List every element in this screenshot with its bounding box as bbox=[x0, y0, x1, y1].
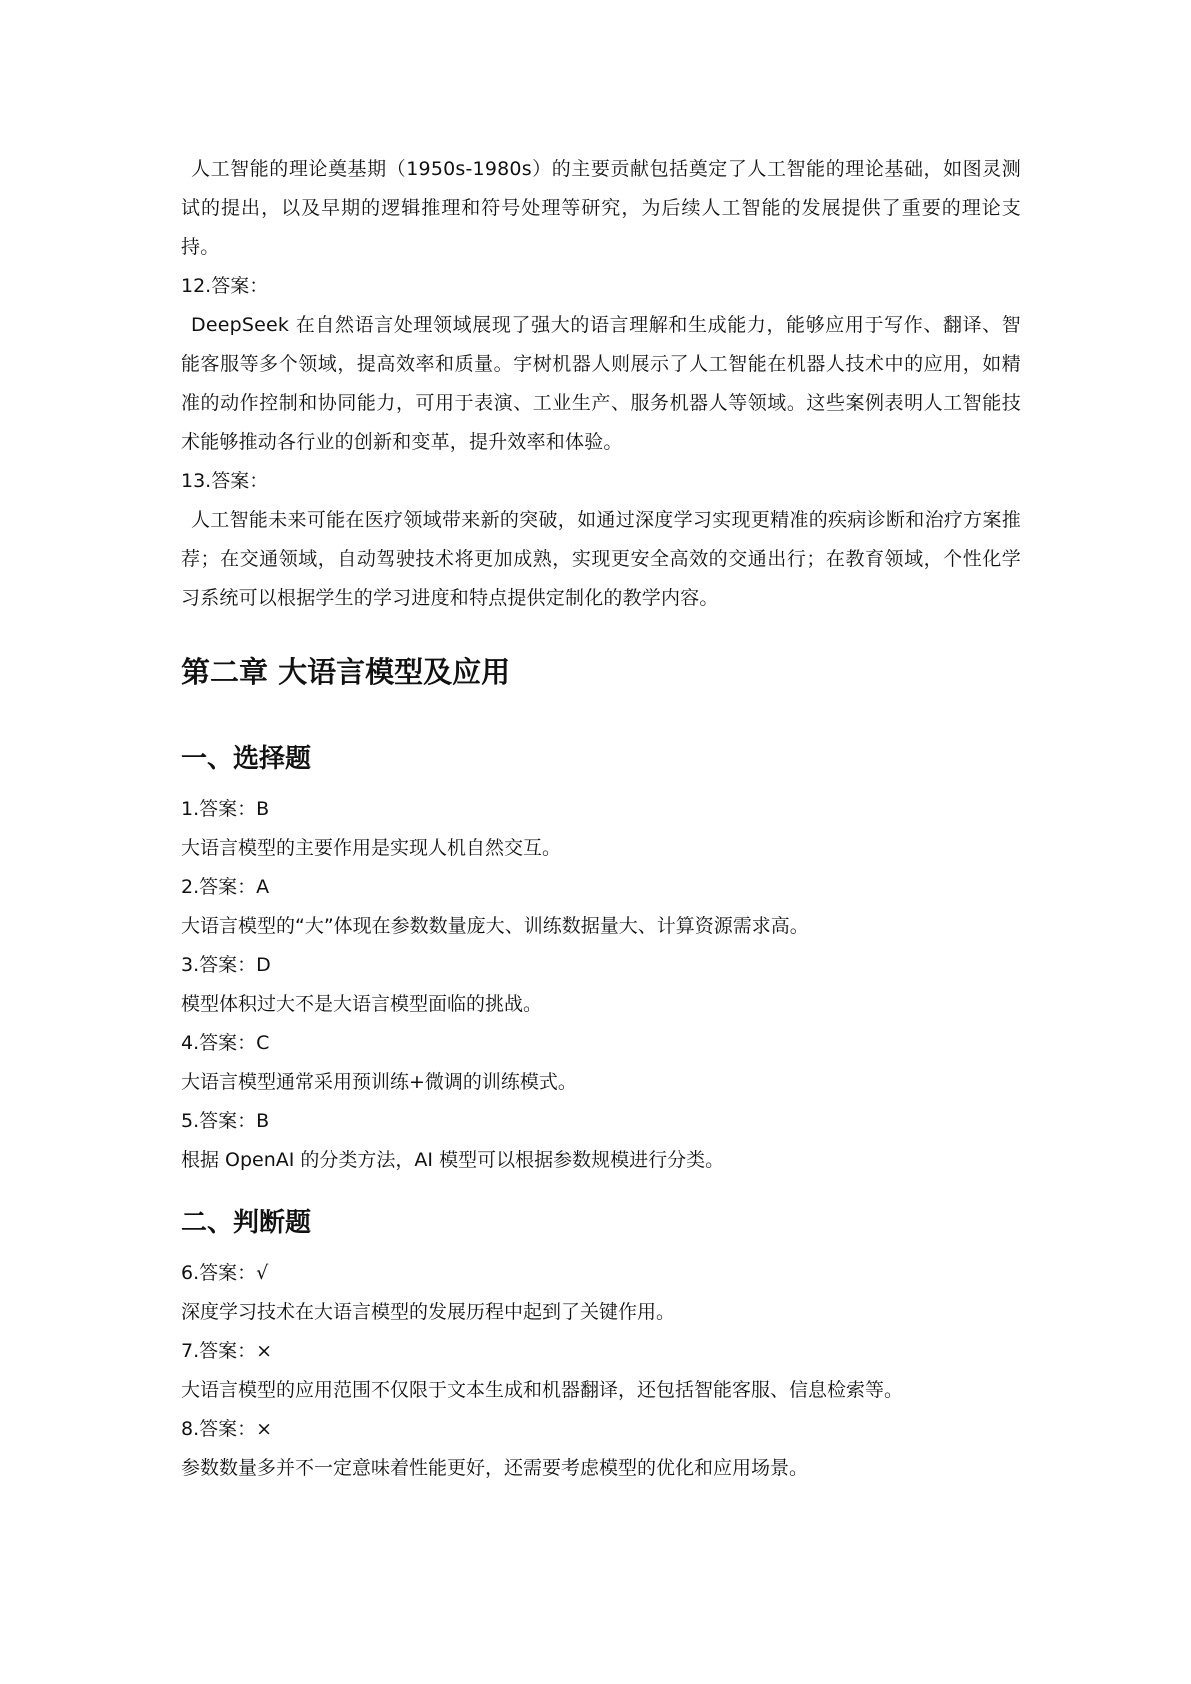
section-title-multiple-choice: 一、选择题 bbox=[181, 744, 312, 774]
chapter-title: 第二章 大语言模型及应用 bbox=[181, 655, 511, 689]
answer-paragraph-12: DeepSeek 在自然语言处理领域展现了强大的语言理解和生成能力，能够应用于写作、翻译、智能客服等多个领域，提高效率和质量。宇树机器人则展示了人工智能在机器人技术中的应用，如精准的动作控制和协同能力，可用于表演、工业生产、服务机器人等领域。这些案例表明人工智能技术能够推动各行业的创新和变革，提升效率和体验。 bbox=[181, 314, 1021, 453]
answer-label: 3.答案：D bbox=[181, 954, 271, 976]
answer-label: 8.答案：× bbox=[181, 1418, 273, 1440]
section-title-true-false: 二、判断题 bbox=[181, 1208, 312, 1238]
multiple-choice-list bbox=[181, 790, 1021, 1180]
answer-label: 4.答案：C bbox=[181, 1032, 270, 1054]
answer-label: 2.答案：A bbox=[181, 876, 270, 898]
answer-explanation: 大语言模型的应用范围不仅限于文本生成和机器翻译，还包括智能客服、信息检索等。 bbox=[181, 1379, 904, 1401]
answer-explanation: 深度学习技术在大语言模型的发展历程中起到了关键作用。 bbox=[181, 1301, 676, 1323]
answer-explanation: 模型体积过大不是大语言模型面临的挑战。 bbox=[181, 993, 543, 1015]
answer-label-13: 13.答案： bbox=[181, 470, 269, 492]
answer-label: 7.答案：× bbox=[181, 1340, 273, 1362]
answer-label: 1.答案：B bbox=[181, 798, 270, 820]
answer-explanation: 大语言模型通常采用预训练+微调的训练模式。 bbox=[181, 1071, 577, 1093]
answer-label-12: 12.答案： bbox=[181, 275, 269, 297]
answer-explanation: 大语言模型的“大”体现在参数数量庞大、训练数据量大、计算资源需求高。 bbox=[181, 915, 809, 937]
document-page bbox=[181, 150, 1021, 1488]
answer-label: 6.答案：√ bbox=[181, 1262, 269, 1284]
answer-explanation: 大语言模型的主要作用是实现人机自然交互。 bbox=[181, 837, 562, 859]
answer-explanation: 根据 OpenAI 的分类方法，AI 模型可以根据参数规模进行分类。 bbox=[181, 1149, 725, 1171]
answer-explanation: 参数数量多并不一定意味着性能更好，还需要考虑模型的优化和应用场景。 bbox=[181, 1457, 809, 1479]
answer-paragraph-13: 人工智能未来可能在医疗领域带来新的突破，如通过深度学习实现更精准的疾病诊断和治疗方案推荐；在交通领域，自动驾驶技术将更加成熟，实现更安全高效的交通出行；在教育领域，个性化学习系统可以根据学生的学习进度和特点提供定制化的教学内容。 bbox=[181, 509, 1021, 609]
true-false-list bbox=[181, 1254, 1021, 1488]
answer-label: 5.答案：B bbox=[181, 1110, 270, 1132]
intro-paragraph: 人工智能的理论奠基期（1950s-1980s）的主要贡献包括奠定了人工智能的理论基础，如图灵测试的提出，以及早期的逻辑推理和符号处理等研究，为后续人工智能的发展提供了重要的理论支持。 bbox=[181, 158, 1021, 258]
